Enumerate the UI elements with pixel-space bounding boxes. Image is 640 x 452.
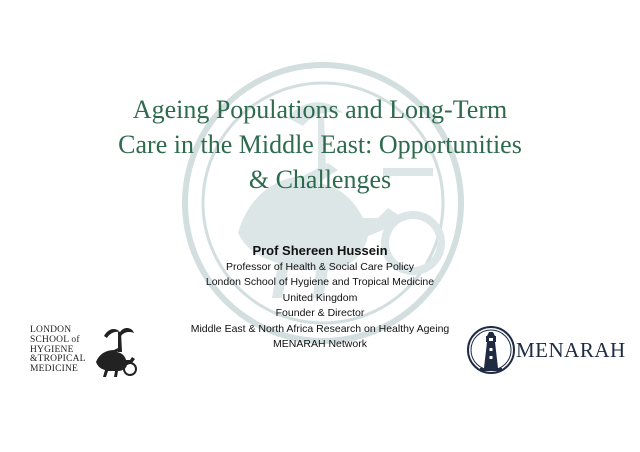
presenter-name: Prof Shereen Hussein <box>252 243 388 258</box>
presenter-country: United Kingdom <box>282 291 358 304</box>
menarah-wordmark: MENARAH <box>516 338 626 362</box>
palm-tree-chariot-emblem-icon <box>90 322 142 378</box>
lshtm-line: &TROPICAL <box>30 354 86 365</box>
presenter-institution: London School of Hygiene and Tropical Medicine <box>205 276 435 289</box>
presenter-block <box>120 242 520 352</box>
lshtm-line: MEDICINE <box>30 364 79 375</box>
slide-title <box>40 92 600 197</box>
lshtm-logo <box>30 322 140 378</box>
lshtm-line: LONDON <box>30 325 72 335</box>
lshtm-line: SCHOOL of <box>30 334 80 345</box>
title-line-2: Care in the Middle East: Opportunities <box>118 130 522 159</box>
lighthouse-emblem-icon <box>466 322 516 378</box>
title-line-1: Ageing Populations and Long-Term <box>132 95 508 124</box>
presenter-role: Founder & Director <box>275 307 365 320</box>
presenter-network: MENARAH Network <box>273 338 367 351</box>
lshtm-wordmark <box>30 326 92 375</box>
title-line-3: & Challenges <box>248 165 392 194</box>
presenter-position: Professor of Health & Social Care Policy <box>226 261 414 273</box>
menarah-logo <box>466 322 626 378</box>
lshtm-line: HYGIENE <box>30 344 74 355</box>
presenter-organisation: Middle East & North Africa Research on Healthy Ageing <box>190 322 450 335</box>
